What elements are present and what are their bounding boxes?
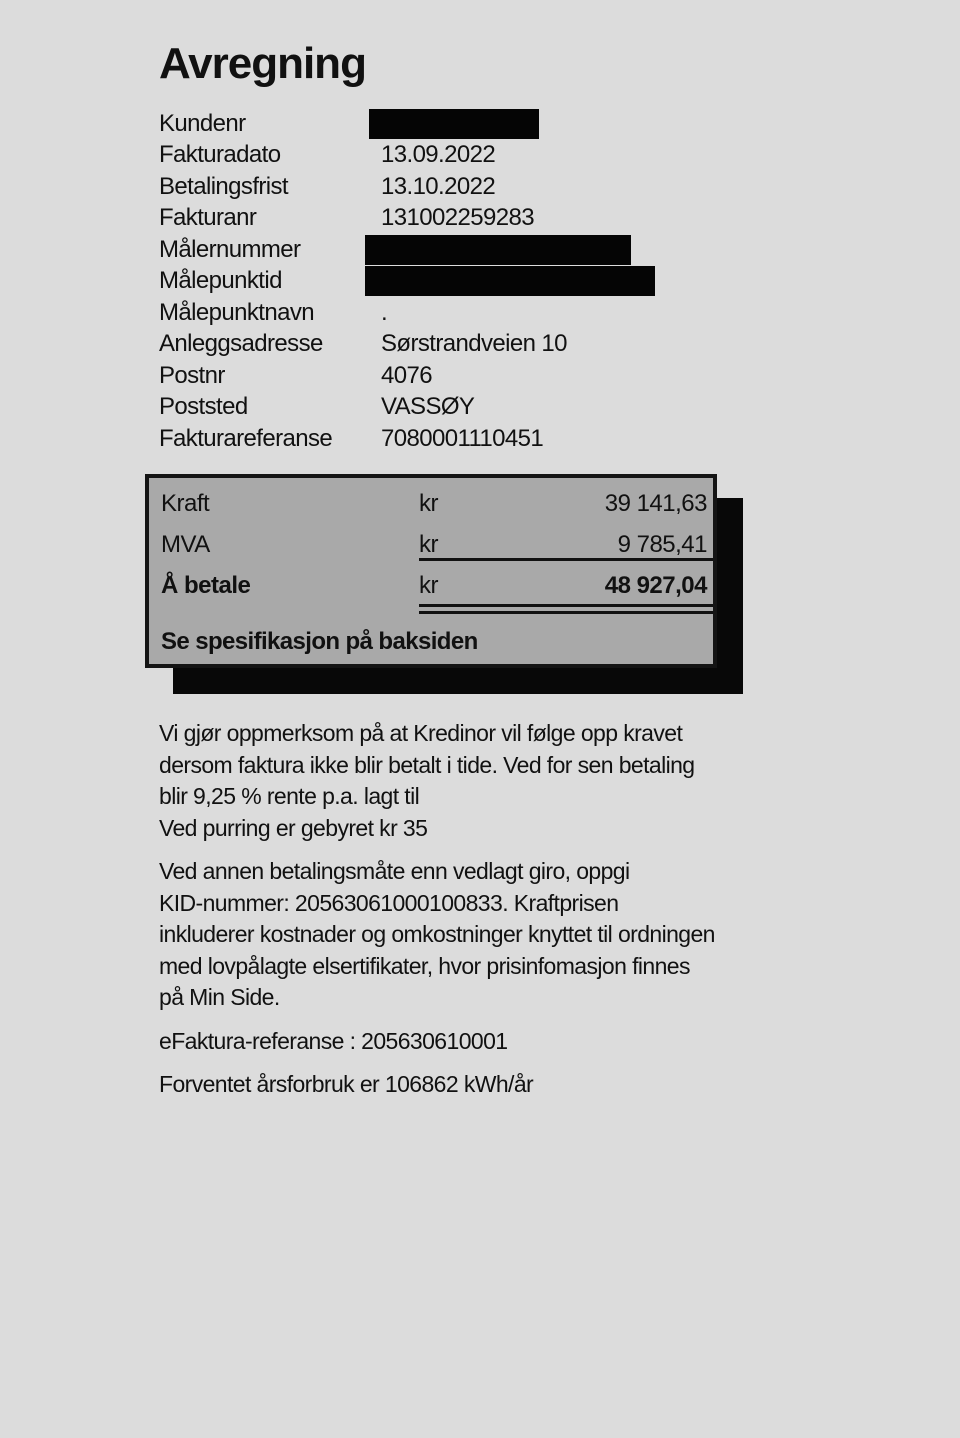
subtotal-rule: [419, 558, 713, 561]
notice-line: Vi gjør oppmerksom på at Kredinor vil følge opp kravet: [159, 720, 683, 746]
summary-row-total: [161, 569, 713, 603]
summary-label: Å betale: [161, 572, 251, 599]
info-label: Anleggsadresse: [159, 330, 323, 358]
info-label: Fakturadato: [159, 141, 281, 169]
notice-line: dersom faktura ikke blir betalt i tide. Ved for sen betaling: [159, 751, 695, 778]
info-label: Fakturareferanse: [159, 424, 333, 452]
info-label: Kundenr: [159, 109, 246, 137]
payment-paragraph: [159, 856, 849, 1014]
payment-line: KID-nummer: 20563061000100833. Kraftprisen: [159, 889, 619, 916]
total-double-rule-top: [419, 604, 713, 607]
forbruk-line: Forventet årsforbruk er 106862 kWh/år: [159, 1071, 534, 1097]
info-value: VASSØY: [381, 393, 475, 421]
total-double-rule-bottom: [419, 611, 713, 614]
info-row-betalingsfrist: [159, 171, 655, 203]
info-label: Målepunktid: [159, 267, 282, 295]
info-label: Betalingsfrist: [159, 172, 288, 200]
info-row-fakturareferanse: [159, 423, 655, 455]
summary-currency: kr: [419, 490, 438, 517]
redaction-bar: [369, 109, 539, 139]
info-value: 4076: [381, 361, 432, 389]
info-row-anleggsadresse: [159, 329, 655, 361]
info-value: 7080001110451: [381, 424, 544, 452]
info-label: Poststed: [159, 393, 248, 421]
summary-amount: 9 785,41: [617, 531, 707, 558]
notice-line: Ved purring er gebyret kr 35: [159, 814, 428, 841]
payment-line: Ved annen betalingsmåte enn vedlagt giro, oppgi: [159, 858, 630, 884]
redaction-bar: [365, 235, 631, 265]
redaction-bar: [365, 266, 655, 296]
info-row-malernummer: [159, 234, 655, 266]
summary-currency: kr: [419, 572, 438, 599]
info-row-malepunktnavn: [159, 297, 655, 329]
summary-row-mva: [161, 528, 713, 562]
info-value: 13.09.2022: [381, 141, 496, 169]
summary-label: MVA: [161, 531, 210, 558]
summary-row-kraft: [161, 487, 713, 521]
summary-amount: 39 141,63: [604, 490, 707, 517]
invoice-info-list: [159, 108, 655, 455]
summary-panel: [145, 474, 717, 668]
summary-amount: 48 927,04: [604, 572, 707, 599]
payment-line: inkluderer kostnader og omkostninger knyttet til ordningen: [159, 921, 715, 947]
info-row-fakturadato: [159, 140, 655, 172]
payment-line: på Min Side.: [159, 984, 280, 1010]
info-row-fakturanr: [159, 203, 655, 235]
info-value: 131002259283: [381, 204, 534, 232]
summary-box: [145, 474, 717, 668]
info-row-kundenr: [159, 108, 655, 140]
info-label: Postnr: [159, 361, 225, 389]
payment-line: med lovpålagte elsertifikater, hvor prisinfomasjon finnes: [159, 952, 690, 979]
info-label: Målernummer: [159, 235, 301, 263]
summary-label: Kraft: [161, 490, 210, 517]
summary-currency: kr: [419, 531, 438, 558]
info-row-poststed: [159, 392, 655, 424]
summary-note: Se spesifikasjon på baksiden: [161, 628, 478, 655]
info-value: 13.10.2022: [381, 172, 496, 200]
notice-line: blir 9,25 % rente p.a. lagt til: [159, 783, 420, 809]
notice-paragraph: [159, 718, 849, 844]
info-label: Fakturanr: [159, 204, 257, 232]
efaktura-line: eFaktura-referanse : 205630610001: [159, 1028, 508, 1054]
info-label: Målepunktnavn: [159, 298, 314, 326]
info-row-postnr: [159, 360, 655, 392]
info-value: .: [381, 298, 388, 326]
info-value: Sørstrandveien 10: [381, 330, 567, 358]
info-row-malepunktid: [159, 266, 655, 298]
page-title: Avregning: [159, 39, 366, 88]
